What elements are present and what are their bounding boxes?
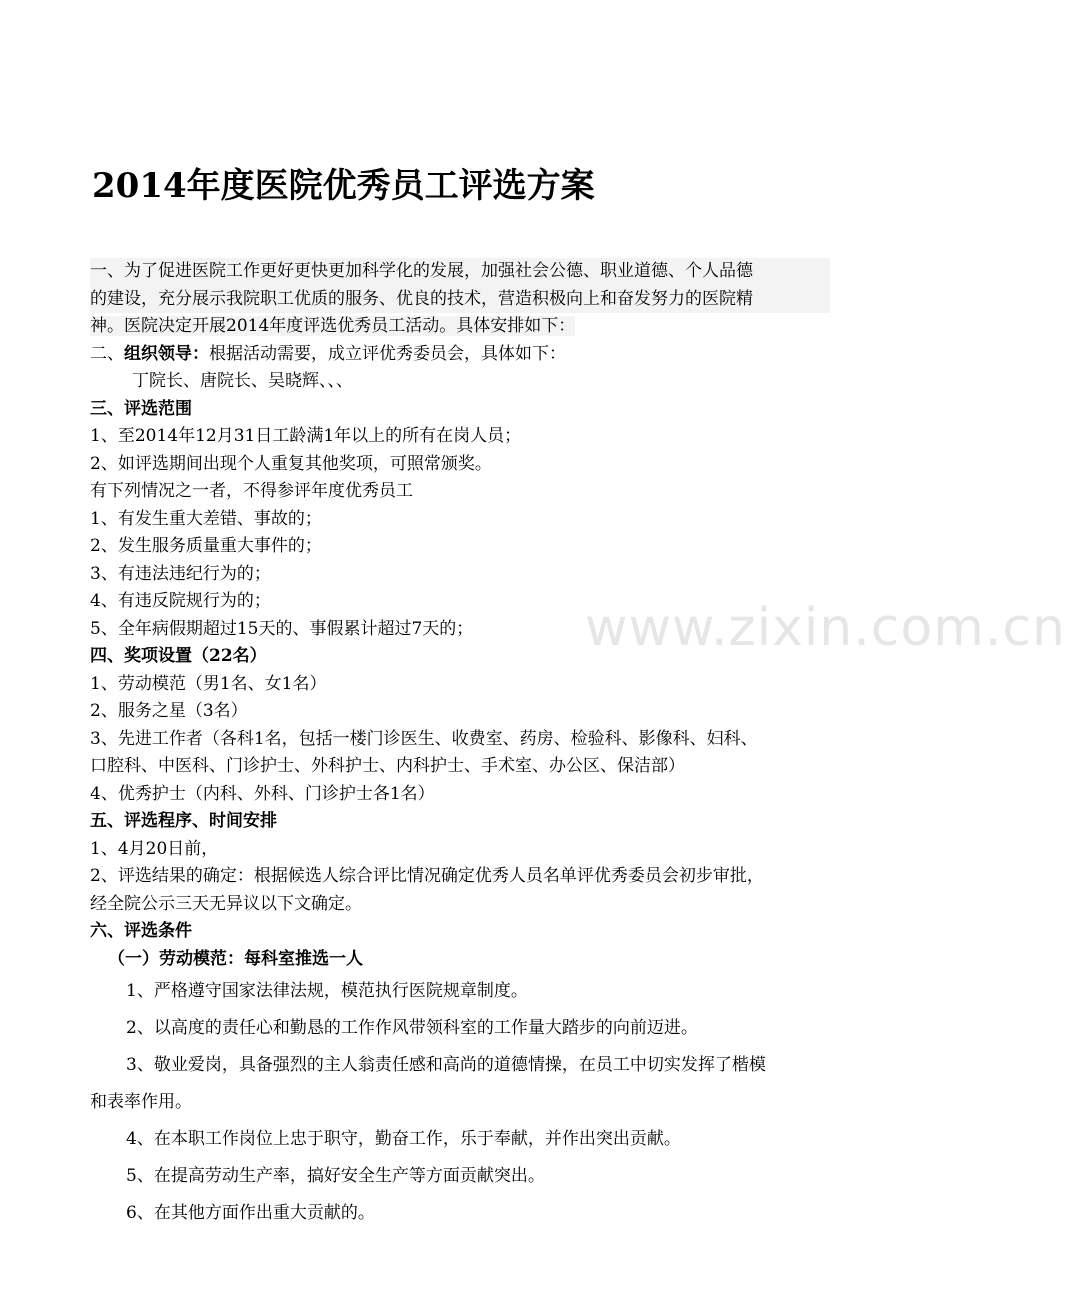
list-item: 2、发生服务质量重大事件的； [90,536,322,556]
exclusion-intro: 有下列情况之一者，不得参评年度优秀员工 [90,481,413,501]
section-6-heading: 六、评选条件 [90,921,192,941]
intro-line-text: 神。医院决定开展2014年度评选优秀员工活动。具体安排如下： [90,316,576,336]
list-item: 4、优秀护士（内科、外科、门诊护士各1名） [90,783,435,804]
intro-line [90,313,830,341]
list-item: 2、以高度的责任心和勤恳的工作作风带领科室的工作量大踏步的向前迈进。 [126,1018,698,1038]
list-item: 2、如评选期间出现个人重复其他奖项，可照常颁奖。 [90,453,492,474]
list-item: 3、敬业爱岗，具备强烈的主人翁责任感和高尚的道德情操，在员工中切实发挥了楷模 [126,1055,766,1075]
watermark: www.zixin.com.cn [585,598,1066,658]
section-2-line [90,341,830,369]
section-2-prefix: 二、 [90,343,124,364]
section-3-heading: 三、评选范围 [90,398,192,419]
list-item: 3、有违法违纪行为的； [90,563,271,584]
intro-line: 一、为了促进医院工作更好更快更加科学化的发展，加强社会公德、职业道德、个人品德 [90,258,830,286]
list-item: 1、有发生重大差错、事故的； [90,508,322,529]
list-item: 1、严格遵守国家法律法规，模范执行医院规章制度。 [126,981,528,1001]
document-title: 2014年度医院优秀员工评选方案 [92,166,595,206]
section-4-heading: 四、奖项设置（22名） [90,646,267,666]
list-item: 5、全年病假期超过15天的、事假累计超过7天的； [90,618,474,639]
list-item: 和表率作用。 [90,1092,192,1112]
list-item: 6、在其他方面作出重大贡献的。 [126,1203,375,1223]
intro-line: 的建设，充分展示我院职工优质的服务、优良的技术，营造积极向上和奋发努力的医院精 [90,286,830,314]
document-body [90,258,830,1232]
list-item: 4、在本职工作岗位上忠于职守，勤奋工作，乐于奉献，并作出突出贡献。 [126,1129,681,1149]
list-item: 2、服务之星（3名） [90,701,248,721]
list-item: 4、有违反院规行为的； [90,591,271,611]
section-2-text: 根据活动需要，成立评优秀委员会，具体如下： [209,343,566,364]
list-item: 1、4月20日前， [90,838,219,859]
list-item: 口腔科、中医科、门诊护士、外科护士、内科护士、手术室、办公区、保洁部） [90,756,685,776]
list-item: 2、评选结果的确定：根据候选人综合评比情况确定优秀人员名单评优秀委员会初步审批， [90,866,764,886]
section-5-heading: 五、评选程序、时间安排 [90,811,277,831]
list-item: 1、至2014年12月31日工龄满1年以上的所有在岗人员； [90,426,522,446]
list-item: 1、劳动模范（男1名、女1名） [90,673,327,694]
list-item: 5、在提高劳动生产率，搞好安全生产等方面贡献突出。 [126,1166,545,1186]
list-item: 3、先进工作者（各科1名，包括一楼门诊医生、收费室、药房、检验科、影像科、妇科、 [90,728,758,749]
committee-members: 丁院长、唐院长、吴晓辉、、、 [132,371,353,391]
section-2-heading: 组织领导： [124,343,209,364]
list-item: 经全院公示三天无异议以下文确定。 [90,893,362,914]
section-6-subheading: （一）劳动模范：每科室推选一人 [108,948,363,969]
